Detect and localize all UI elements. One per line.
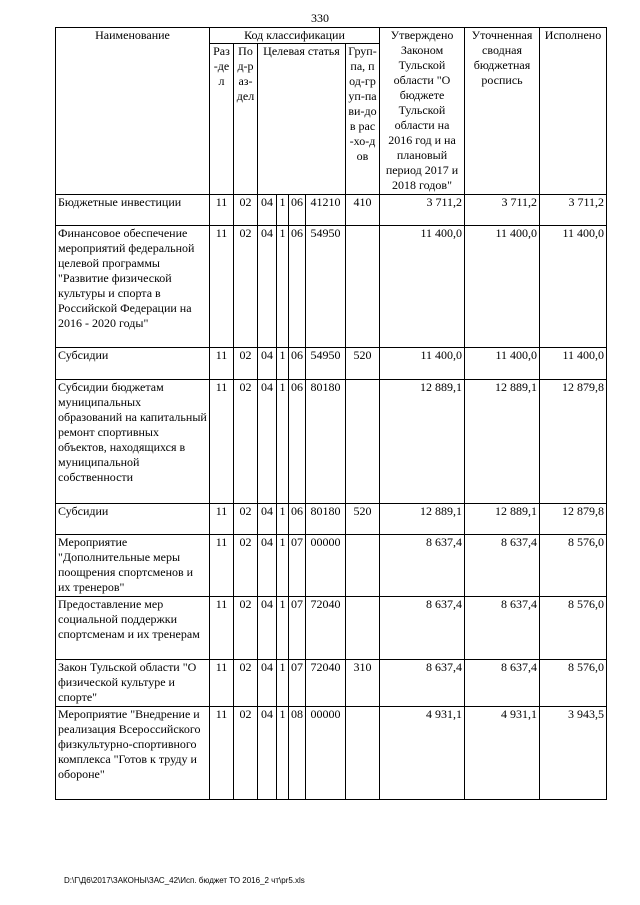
row-target-part3: 08: [289, 707, 306, 800]
row-approved: 8 637,4: [380, 597, 465, 660]
header-expense-group: Груп-па, под-груп-па ви-дов рас-хо-дов: [346, 44, 380, 195]
row-target-part1: 04: [258, 707, 277, 800]
row-target-part1: 04: [258, 504, 277, 535]
row-target-part1: 04: [258, 348, 277, 380]
row-refined: 12 889,1: [465, 504, 540, 535]
row-expense-group: 520: [346, 348, 380, 380]
table-row: [56, 597, 607, 660]
row-section: 11: [210, 707, 234, 800]
row-section: 11: [210, 535, 234, 597]
row-approved: 8 637,4: [380, 535, 465, 597]
row-target-part1: 04: [258, 195, 277, 226]
row-executed: 8 576,0: [540, 660, 607, 707]
row-expense-group: 520: [346, 504, 380, 535]
row-target-part4: 54950: [306, 348, 346, 380]
row-name: Финансовое обеспечение мероприятий федеральной целевой программы "Развитие физической культуры и спорта в Российской Федерации на 2016 - 2020 годы": [56, 226, 210, 348]
row-target-part3: 07: [289, 597, 306, 660]
row-subsection: 02: [234, 535, 258, 597]
header-name: Наименование: [56, 28, 210, 195]
row-approved: 3 711,2: [380, 195, 465, 226]
row-executed: 3 943,5: [540, 707, 607, 800]
row-section: 11: [210, 504, 234, 535]
row-section: 11: [210, 597, 234, 660]
row-subsection: 02: [234, 504, 258, 535]
row-target-part1: 04: [258, 226, 277, 348]
row-executed: 11 400,0: [540, 226, 607, 348]
row-executed: 12 879,8: [540, 504, 607, 535]
header-section: Раз-дел: [210, 44, 234, 195]
row-target-part3: 06: [289, 380, 306, 504]
row-target-part1: 04: [258, 380, 277, 504]
row-target-part2: 1: [277, 195, 289, 226]
row-expense-group: [346, 226, 380, 348]
row-approved: 4 931,1: [380, 707, 465, 800]
row-target-part1: 04: [258, 597, 277, 660]
row-section: 11: [210, 195, 234, 226]
row-refined: 12 889,1: [465, 380, 540, 504]
row-target-part3: 06: [289, 195, 306, 226]
row-subsection: 02: [234, 597, 258, 660]
row-subsection: 02: [234, 226, 258, 348]
row-target-part4: 80180: [306, 380, 346, 504]
table-row: [56, 348, 607, 380]
row-subsection: 02: [234, 348, 258, 380]
row-target-part4: 72040: [306, 597, 346, 660]
table-row: [56, 707, 607, 800]
row-executed: 8 576,0: [540, 535, 607, 597]
row-subsection: 02: [234, 660, 258, 707]
row-target-part2: 1: [277, 660, 289, 707]
row-section: 11: [210, 380, 234, 504]
row-name: Субсидии: [56, 504, 210, 535]
row-approved: 8 637,4: [380, 660, 465, 707]
header-target-article: Целевая статья: [258, 44, 346, 195]
table-row: [56, 504, 607, 535]
row-executed: 3 711,2: [540, 195, 607, 226]
row-name: Предоставление мер социальной поддержки спортсменам и их тренерам: [56, 597, 210, 660]
table-row: [56, 226, 607, 348]
row-approved: 12 889,1: [380, 380, 465, 504]
table-row: [56, 195, 607, 226]
row-target-part4: 72040: [306, 660, 346, 707]
row-section: 11: [210, 226, 234, 348]
row-refined: 3 711,2: [465, 195, 540, 226]
row-target-part2: 1: [277, 504, 289, 535]
row-approved: 11 400,0: [380, 226, 465, 348]
row-target-part4: 00000: [306, 535, 346, 597]
row-section: 11: [210, 660, 234, 707]
row-target-part2: 1: [277, 707, 289, 800]
row-name: Субсидии: [56, 348, 210, 380]
row-target-part2: 1: [277, 348, 289, 380]
header-subsection: Под-раз-дел: [234, 44, 258, 195]
row-target-part2: 1: [277, 597, 289, 660]
row-name: Субсидии бюджетам муниципальных образований на капитальный ремонт спортивных объектов, находящихся в муниципальной собственности: [56, 380, 210, 504]
header-approved: Утверждено Законом Тульской области "О бюджете Тульской области на 2016 год и на плановый период 2017 и 2018 годов": [380, 28, 465, 195]
row-target-part1: 04: [258, 535, 277, 597]
row-target-part2: 1: [277, 535, 289, 597]
row-target-part1: 04: [258, 660, 277, 707]
row-target-part3: 06: [289, 348, 306, 380]
row-approved: 11 400,0: [380, 348, 465, 380]
row-executed: 11 400,0: [540, 348, 607, 380]
table-row: [56, 660, 607, 707]
row-subsection: 02: [234, 195, 258, 226]
row-name: Мероприятие "Внедрение и реализация Всероссийского физкультурно-спортивного комплекса "Готов к труду и обороне": [56, 707, 210, 800]
row-target-part3: 06: [289, 504, 306, 535]
row-expense-group: 310: [346, 660, 380, 707]
row-refined: 8 637,4: [465, 535, 540, 597]
row-target-part4: 00000: [306, 707, 346, 800]
row-expense-group: [346, 380, 380, 504]
row-target-part3: 07: [289, 660, 306, 707]
row-target-part3: 06: [289, 226, 306, 348]
row-refined: 8 637,4: [465, 597, 540, 660]
row-expense-group: [346, 535, 380, 597]
row-executed: 12 879,8: [540, 380, 607, 504]
row-refined: 11 400,0: [465, 226, 540, 348]
row-refined: 4 931,1: [465, 707, 540, 800]
row-refined: 11 400,0: [465, 348, 540, 380]
header-classification: Код классификации: [210, 28, 380, 44]
budget-table: [55, 27, 607, 800]
row-name: Закон Тульской области "О физической культуре и спорте": [56, 660, 210, 707]
row-expense-group: [346, 597, 380, 660]
header-executed: Исполнено: [540, 28, 607, 195]
file-path-footer: D:\Г\Д6\2017\ЗАКОНЫ\ЗАС_42\Исп. бюджет ТО 2016_2 чт\pr5.xls: [64, 876, 305, 885]
row-name: Мероприятие "Дополнительные меры поощрения спортсменов и их тренеров": [56, 535, 210, 597]
header-refined: Уточненная сводная бюджетная роспись: [465, 28, 540, 195]
row-target-part2: 1: [277, 380, 289, 504]
table-row: [56, 380, 607, 504]
row-approved: 12 889,1: [380, 504, 465, 535]
table-row: [56, 535, 607, 597]
row-target-part4: 41210: [306, 195, 346, 226]
page-number: 330: [311, 11, 329, 25]
row-target-part2: 1: [277, 226, 289, 348]
row-name: Бюджетные инвестиции: [56, 195, 210, 226]
row-subsection: 02: [234, 380, 258, 504]
row-target-part4: 80180: [306, 504, 346, 535]
row-subsection: 02: [234, 707, 258, 800]
row-refined: 8 637,4: [465, 660, 540, 707]
row-expense-group: [346, 707, 380, 800]
row-expense-group: 410: [346, 195, 380, 226]
row-target-part4: 54950: [306, 226, 346, 348]
row-target-part3: 07: [289, 535, 306, 597]
row-section: 11: [210, 348, 234, 380]
row-executed: 8 576,0: [540, 597, 607, 660]
